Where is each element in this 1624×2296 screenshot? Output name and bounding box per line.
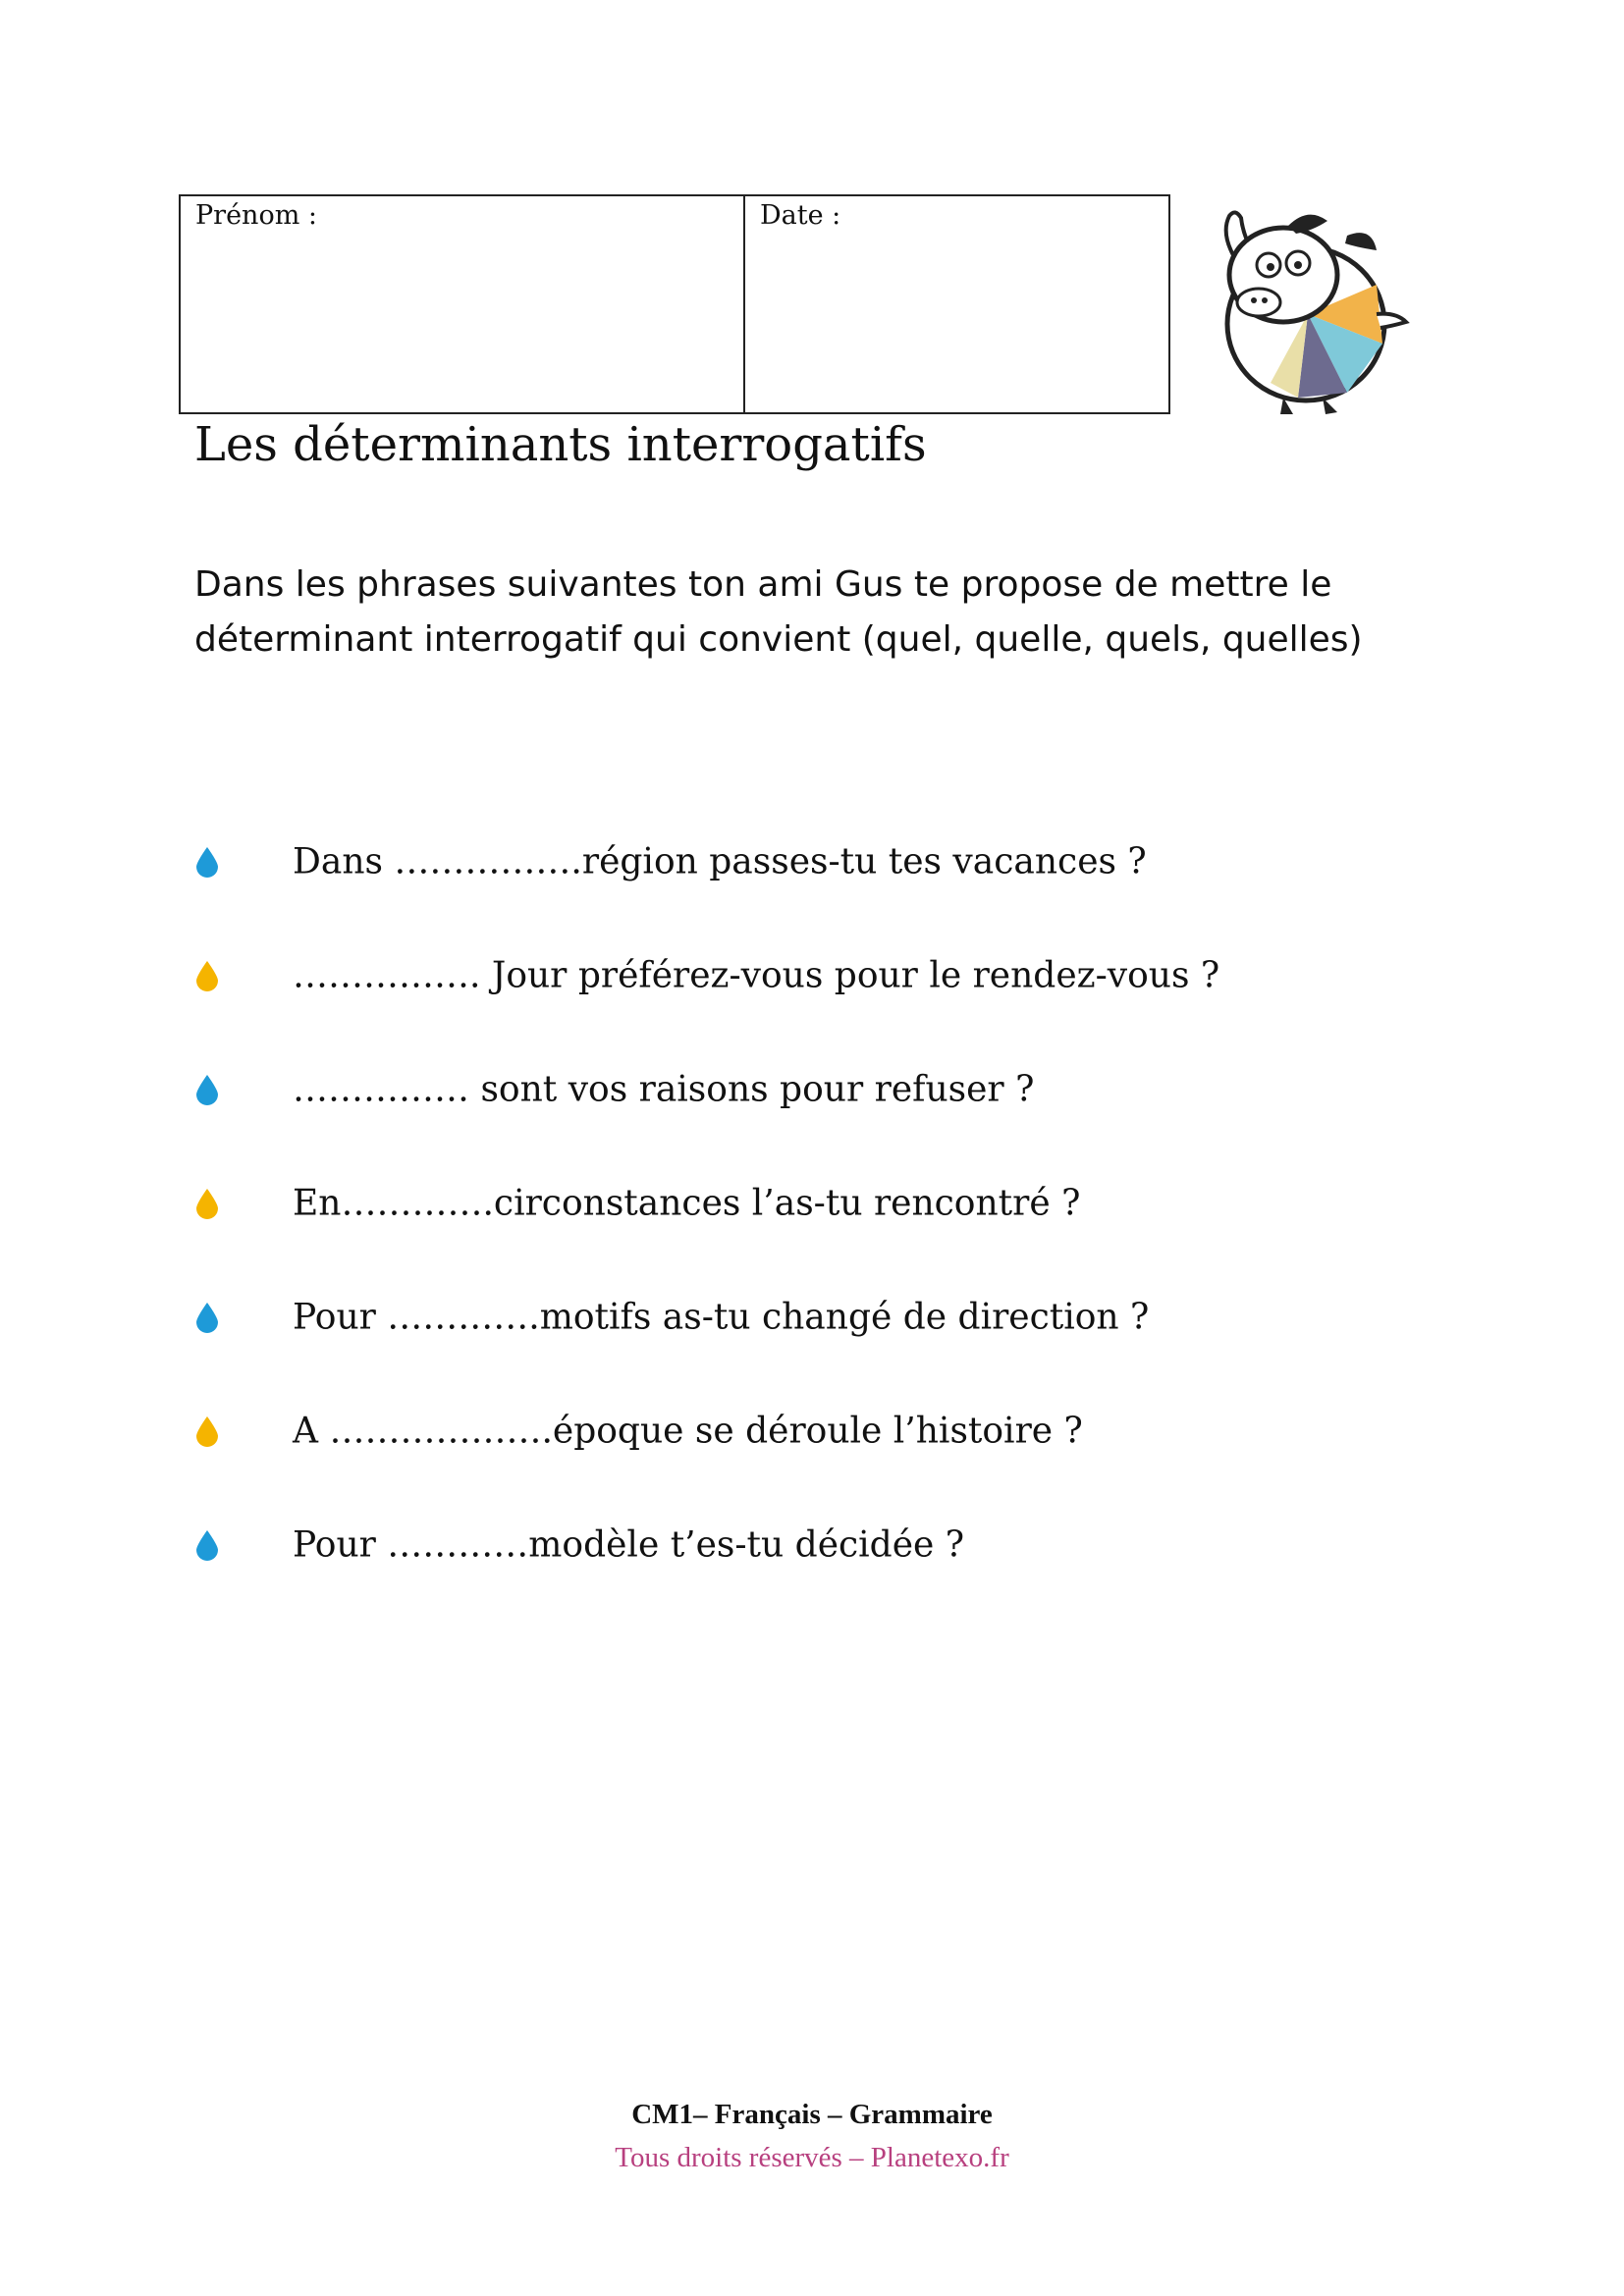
date-label: Date :: [760, 200, 841, 231]
sentence-text[interactable]: ……………. Jour préférez-vous pour le rendez-vous ?: [293, 955, 1220, 996]
instruction-line-2: déterminant interrogatif qui convient (quel, quelle, quels, quelles): [194, 619, 1363, 660]
instruction-line-1: Dans les phrases suivantes ton ami Gus te propose de mettre le: [194, 564, 1332, 605]
drop-bullet-icon: [194, 1074, 220, 1105]
drop-bullet-icon: [194, 1302, 220, 1333]
drop-bullet-icon: [194, 1529, 220, 1561]
page-title: Les déterminants interrogatifs: [194, 417, 927, 472]
sentence-text[interactable]: En………….circonstances l’as-tu rencontré ?: [293, 1183, 1081, 1224]
sentence-text[interactable]: A ……………….époque se déroule l’histoire ?: [293, 1411, 1083, 1452]
footer-copyright[interactable]: Tous droits réservés – Planetexo.fr: [615, 2142, 1009, 2173]
drop-bullet-icon: [194, 1415, 220, 1447]
drop-bullet-icon: [194, 960, 220, 991]
firstname-cell[interactable]: [181, 196, 745, 412]
name-date-table: [179, 194, 1170, 414]
sentence-text[interactable]: …………… sont vos raisons pour refuser ?: [293, 1069, 1035, 1110]
exercise-instruction: [194, 558, 1451, 667]
drop-bullet-icon: [194, 846, 220, 878]
sheep-mascot-icon: [1200, 196, 1412, 416]
drop-bullet-icon: [194, 1188, 220, 1219]
footer-subject: CM1– Français – Grammaire: [631, 2099, 993, 2130]
firstname-label: Prénom :: [195, 200, 317, 231]
date-cell[interactable]: [745, 196, 1168, 412]
sentence-text[interactable]: Pour ………….motifs as-tu changé de direction ?: [293, 1297, 1150, 1338]
sentence-text[interactable]: Pour …………modèle t’es-tu décidée ?: [293, 1524, 965, 1566]
sentence-text[interactable]: Dans …………….région passes-tu tes vacances ?: [293, 841, 1147, 882]
